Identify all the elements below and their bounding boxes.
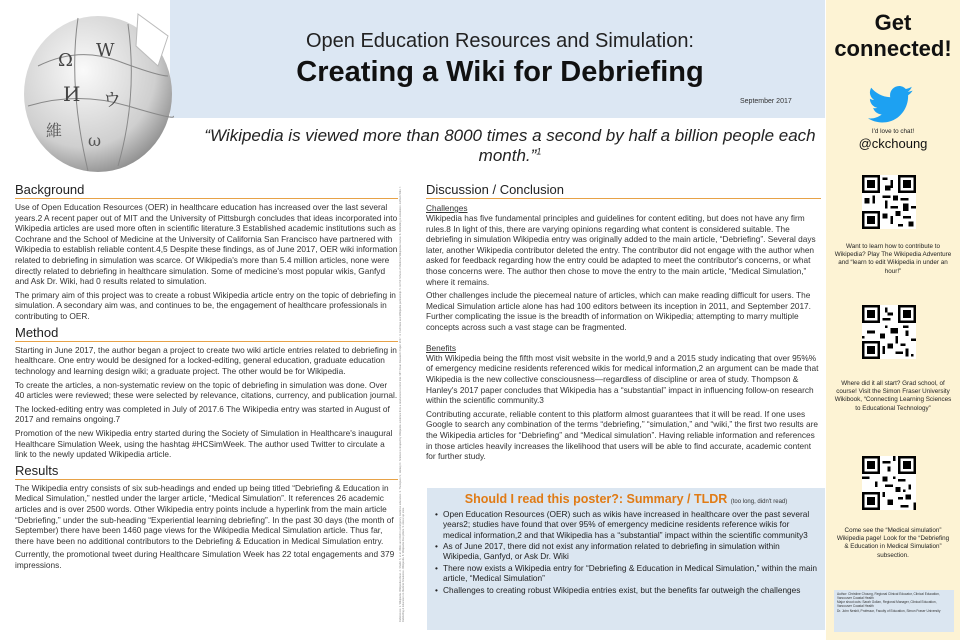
tldr-note: (too long, didn't read): [730, 499, 788, 505]
results-paragraph: Currently, the promotional tweet during Healthcare Simulation Week has 22 total engagements and 379 impressions.: [15, 549, 395, 571]
references-column: [400, 182, 422, 622]
poster-quote: [190, 126, 830, 167]
twitter-bird-icon[interactable]: [868, 86, 914, 124]
method-paragraph: Promotion of the new Wikipedia entry started during the Society of Simulation in Healthcare's inaugural Healthcare Simulation Week, using the hashtag #HCSimWeek. The author used Twitter to circulate a link to the newly updated Wikipedia article.: [15, 427, 393, 460]
discussion-paragraph: Wikipedia has five fundamental principles and guidelines for content editing, but does not have any firm rules.8 In light of this, there are varying opinions regarding what content is considered suitable. The debriefing in simulation Wikipedia entry was originally added to the main article, “Debriefing”. Several days later, another Wikipedia contributor deleted the entry. The contributor did not engage with the author when asked for feedback regarding how the entry could be adapted to meet the contributor's concerns, or what those concerns were. The author then chose to move the entry to the main article, “Medical Simulation,” where it remains.: [426, 213, 816, 287]
author-line: Author: Christine Choung, Regional Clinical Educator, Clinical Education, Vancouver Coastal Health: [837, 592, 940, 601]
chat-text: I'd love to chat!: [871, 128, 915, 135]
method-paragraph: The locked-editing entry was completed in July of 2017.6 The Wikipedia entry was started in August of 2017 and remains ongoing.7: [15, 403, 390, 425]
background-heading: Background: [15, 182, 398, 199]
svg-text:И: И: [63, 82, 81, 106]
tldr-title: [435, 492, 817, 506]
learn-text: Want to learn how to contribute to Wikipedia? Play The Wikipedia Adventure and “learn to edit Wikipedia in under an hour!”: [834, 243, 952, 275]
discussion-paragraph: With Wikipedia being the fifth most visit website in the world,9 and a 2015 study indicating that over 95%% of emergency medicine residents referenced wikis for medical information,2 an argument can be made that Wikipedia is the new collective consciousness—regardless of discipline or area of study. Thompson & Hanley's 2017 paper concludes that Wikipedia has a “substantial” impact in influencing follow-on research within the scientific community.3: [426, 352, 819, 406]
qr-code-icon[interactable]: [862, 175, 916, 229]
benefits-heading: Benefits: [426, 342, 456, 353]
right-column: [426, 182, 821, 465]
references-text: References: 1. Wikipedia. Wikipedia:About. 2. Shafer S, et al. Wikis and OER in emergency medicine education. 3. Thompson N, Hanley D. Science is shaped by Wikipedia: evidence from a randomized control trial. MIT Sloan Research Paper. 2017. 4. Cochrane and Wikipedia partnership. 5. UCSF School of Medicine Wikipedia course. 6. Debriefing in simulation. EdTech Wiki. 7. Debriefing & Education in Medical Simulation. Wikipedia. 8. Wikipedia:Five pillars. 9. Alexa top sites.: [399, 185, 405, 622]
author-line: Dr. John Nesbit, Professor, Faculty of Education, Simon Fraser University: [837, 608, 941, 613]
wikipedia-globe-icon: [18, 6, 178, 176]
tldr-item: • There now exists a Wikipedia entry for “Debriefing & Education in Medical Simulation,” within the main article, “Medical Simulation”: [435, 563, 817, 584]
results-heading: Results: [15, 463, 398, 480]
background-paragraph: The primary aim of this project was to create a robust Wikipedia article entry on the topic of debriefing in simulation. A secondary aim was, and continues to be, the engagement of healthcare professionals in contributing to OER.: [15, 289, 396, 322]
start-text: Where did it all start? Grad school, of course! Visit the Simon Fraser University Wikibook, “Connecting Learning Sciences to Educational Technology”: [834, 380, 952, 412]
tldr-box: [427, 488, 825, 630]
author-box: [834, 590, 954, 632]
svg-text:維: 維: [46, 121, 63, 140]
results-paragraph: The Wikipedia entry consists of six sub-headings and ended up being titled “Debriefing & Education in Medical Simulation,” nestled under the larger article, “Medical Simulation”. It references 26 academic articles and is over 2500 words. Other Wikipedia entry points include a hyperlink from the main article “Debriefing,” under the sub-heading “Experiential learning debriefing”. In the past 30 days (the month of September) there have been 1460 page views for the Wikipedia Medical Simulation article. Thus far, there have been no additional contributors to the Debriefing & Education in Medical Simulation entry.: [15, 482, 394, 546]
twitter-handle[interactable]: @ckchoung: [858, 136, 928, 151]
discussion-paragraph: Other challenges include the piecemeal nature of articles, which can make reading difficult for users. The Medical Simulation article alone has had 100 editors between its inception in 2011, and September 2017. Further complicating the issue is the breadth of information on Wikipedia; attempting to marry multiple concepts across such a vast stage can be fragmented.: [426, 290, 811, 333]
author-line: Major shout outs: Sarah Gollan, Regional Manager, Clinical Education, Vancouver Coastal Health: [837, 600, 937, 609]
svg-text:W: W: [96, 40, 115, 61]
tldr-title-text: Should I read this poster?: Summary / TLDR: [464, 492, 728, 506]
svg-text:Ω: Ω: [58, 50, 73, 71]
poster-date: September 2017: [740, 98, 792, 105]
method-heading: Method: [15, 325, 398, 342]
tldr-list: [435, 509, 817, 595]
see-text: Come see the “Medical simulation” Wikipedia page! Look for the “Debriefing & Education in Medical Simulation” subsection.: [836, 527, 950, 559]
method-paragraph: Starting in June 2017, the author began a project to create two wiki article entries related to debriefing in healthcare. One entry would be designed for a locked-editing, general education, graduate education technology and learning design wiki; a graduate project. The other would be for Wikipedia.: [15, 344, 397, 376]
discussion-heading: Discussion / Conclusion: [426, 182, 821, 199]
poster-subtitle: Open Education Resources and Simulation:: [305, 30, 694, 52]
challenges-heading: Challenges: [426, 203, 468, 213]
quote-ref: 1: [536, 146, 542, 157]
discussion-paragraph: Contributing accurate, reliable content to this platform almost guarantees that it will be read. If one uses Google to search any combination of the terms “debriefing,” “simulation,” and “wiki,” the first two results are the Wikipedia articles for “Debriefing” and “Medical simulation”. Having reliable information and references in those articles heavily increases the likelihood that users will be able to find accurate, academic content for further study.: [426, 408, 818, 462]
svg-text:ω: ω: [88, 131, 102, 150]
quote-text: “Wikipedia is viewed more than 8000 times a second by half a billion people each month.”: [204, 126, 816, 166]
tldr-item: • Open Education Resources (OER) such as wikis have increased in healthcare over the past several years2; studies have found that over 95% of emergency medicine residents reference wikis for medical information,2 and that Wikipedia has a “substantial” impact within the scientific community3: [435, 509, 817, 540]
tldr-item: • As of June 2017, there did not exist any information related to debriefing in simulation within Wikipedia, Ganfyd, or Ask Dr. Wiki: [435, 541, 817, 562]
svg-text:ウ: ウ: [103, 90, 121, 111]
qr-code-icon[interactable]: [862, 456, 916, 510]
poster-title: Creating a Wiki for Debriefing: [296, 56, 704, 88]
left-column: [15, 182, 398, 574]
background-paragraph: Use of Open Education Resources (OER) in healthcare education has increased over the last several years.2 A recent paper out of MIT and the University of Pittsburgh concludes that ideas incorporated into Wikipedia articles are used more often in scientific literature.3 Established academic institutions such as Cochrane and the School of Medicine at the University of California San Francisco have partnered with Wikipedia to establish reliable content.4,5 Despite these findings, as of June 2017, OER wiki information related to debriefing in simulation was scarce. Of Wikipedia's more than 5.4 million articles, none were directly related to debriefing in healthcare simulation. Some of medicine's most popular wikis, Ganfyd and Ask Dr. Wiki, had 0 results related to simulation.: [15, 202, 398, 287]
method-paragraph: To create the articles, a non-systematic review on the topic of debriefing in simulation was done. Over 40 articles were reviewed; these were selected by relevance, citations, currency, and publication journal.: [15, 379, 398, 401]
get-connected-heading: Get connected!: [834, 10, 952, 62]
tldr-item: • Challenges to creating robust Wikipedia entries exist, but the benefits far outweigh the challenges: [435, 585, 817, 595]
qr-code-icon[interactable]: [862, 305, 916, 359]
